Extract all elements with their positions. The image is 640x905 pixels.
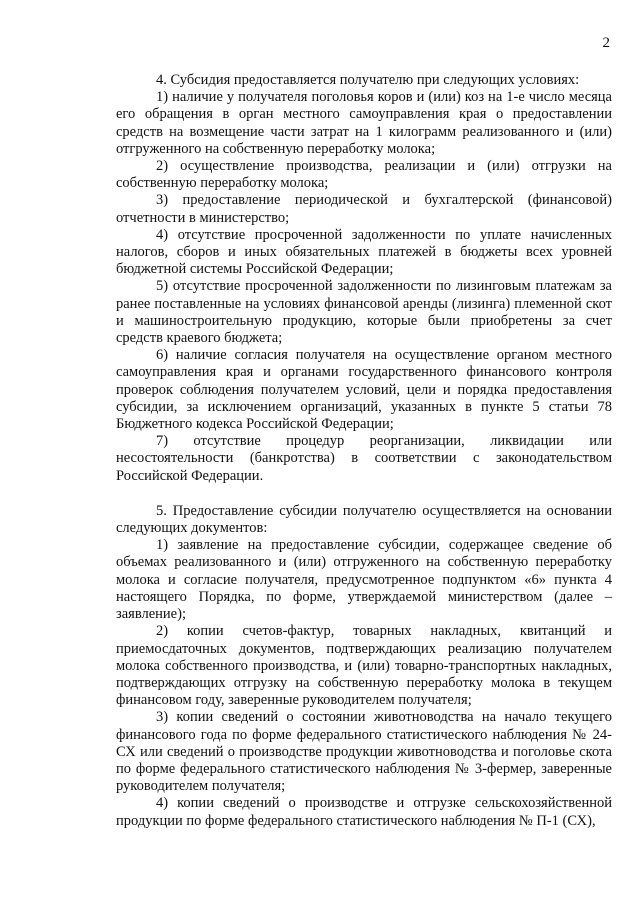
section-5-item-1: 1) заявление на предоставление субсидии, содержащее сведение об объемах реализованного и (или) отгруженного на собственную переработку молока и согласие получателя, предусмотренное подпунктом «6» пункта 4 настоящего Порядка, по форме, утверждаемой министерством (далее – заявление);: [116, 537, 612, 623]
section-4-item-7: 7) отсутствие процедур реорганизации, ликвидации или несостоятельности (банкротства) в соответствии с законодательством Российской Федерации.: [116, 433, 612, 484]
section-4-item-4: 4) отсутствие просроченной задолженности по уплате начисленных налогов, сборов и иных обязательных платежей в бюджеты всех уровней бюджетной системы Российской Федерации;: [116, 226, 612, 278]
section-4-item-5: 5) отсутствие просроченной задолженности по лизинговым платежам за ранее поставленные на условиях финансовой аренды (лизинга) племенной скот и машиностроительную продукцию, которые были приобретены за счет средств краевого бюджета;: [116, 278, 612, 347]
section-4-item-2: 2) осуществление производства, реализации и (или) отгрузки на собственную переработку молока;: [116, 158, 612, 192]
document-body: [116, 72, 612, 830]
section-4-item-6: 6) наличие согласия получателя на осуществление органом местного самоуправления края и органами государственного финансового контроля проверок соблюдения получателем условий, цели и порядка предоставления субсидии, за исключением организаций, указанных в пункте 5 статьи 78 Бюджетного кодекса Российской Федерации;: [116, 347, 612, 433]
section-4-item-1: 1) наличие у получателя поголовья коров и (или) коз на 1-е число месяца его обращения в орган местного самоуправления края о предоставлении средств на возмещение части затрат на 1 килограмм реализованного и (или) отгруженного на собственную переработку молока;: [116, 89, 612, 157]
section-5-item-4: 4) копии сведений о производстве и отгрузке сельскохозяйственной продукции по форме федерального статистического наблюдения № П-1 (СХ),: [116, 795, 612, 829]
section-gap: [116, 485, 612, 503]
section-4-intro: 4. Субсидия предоставляется получателю при следующих условиях:: [156, 72, 580, 88]
section-5-item-3: 3) копии сведений о состоянии животноводства на начало текущего финансового года по форме федерального статистического наблюдения № 24-СХ или сведений о производстве продукции животноводства и поголовье скота по форме федерального статистического наблюдения № 3-фермер, заверенные руководителем получателя;: [116, 709, 612, 795]
section-4-item-3: 3) предоставление периодической и бухгалтерской (финансовой) отчетности в министерство;: [116, 192, 612, 226]
section-5-item-2: 2) копии счетов-фактур, товарных накладных, квитанций и приемосдаточных документов, подтверждающих реализацию получателем молока собственного производства, и (или) товарно-транспортных накладных, подтверждающих отгрузку на собственную переработку молока в текущем финансовом году, заверенные руководителем получателя;: [116, 623, 612, 709]
section-5-intro: 5. Предоставление субсидии получателю осуществляется на основании следующих документов:: [116, 502, 612, 537]
page-number: 2: [602, 35, 610, 51]
